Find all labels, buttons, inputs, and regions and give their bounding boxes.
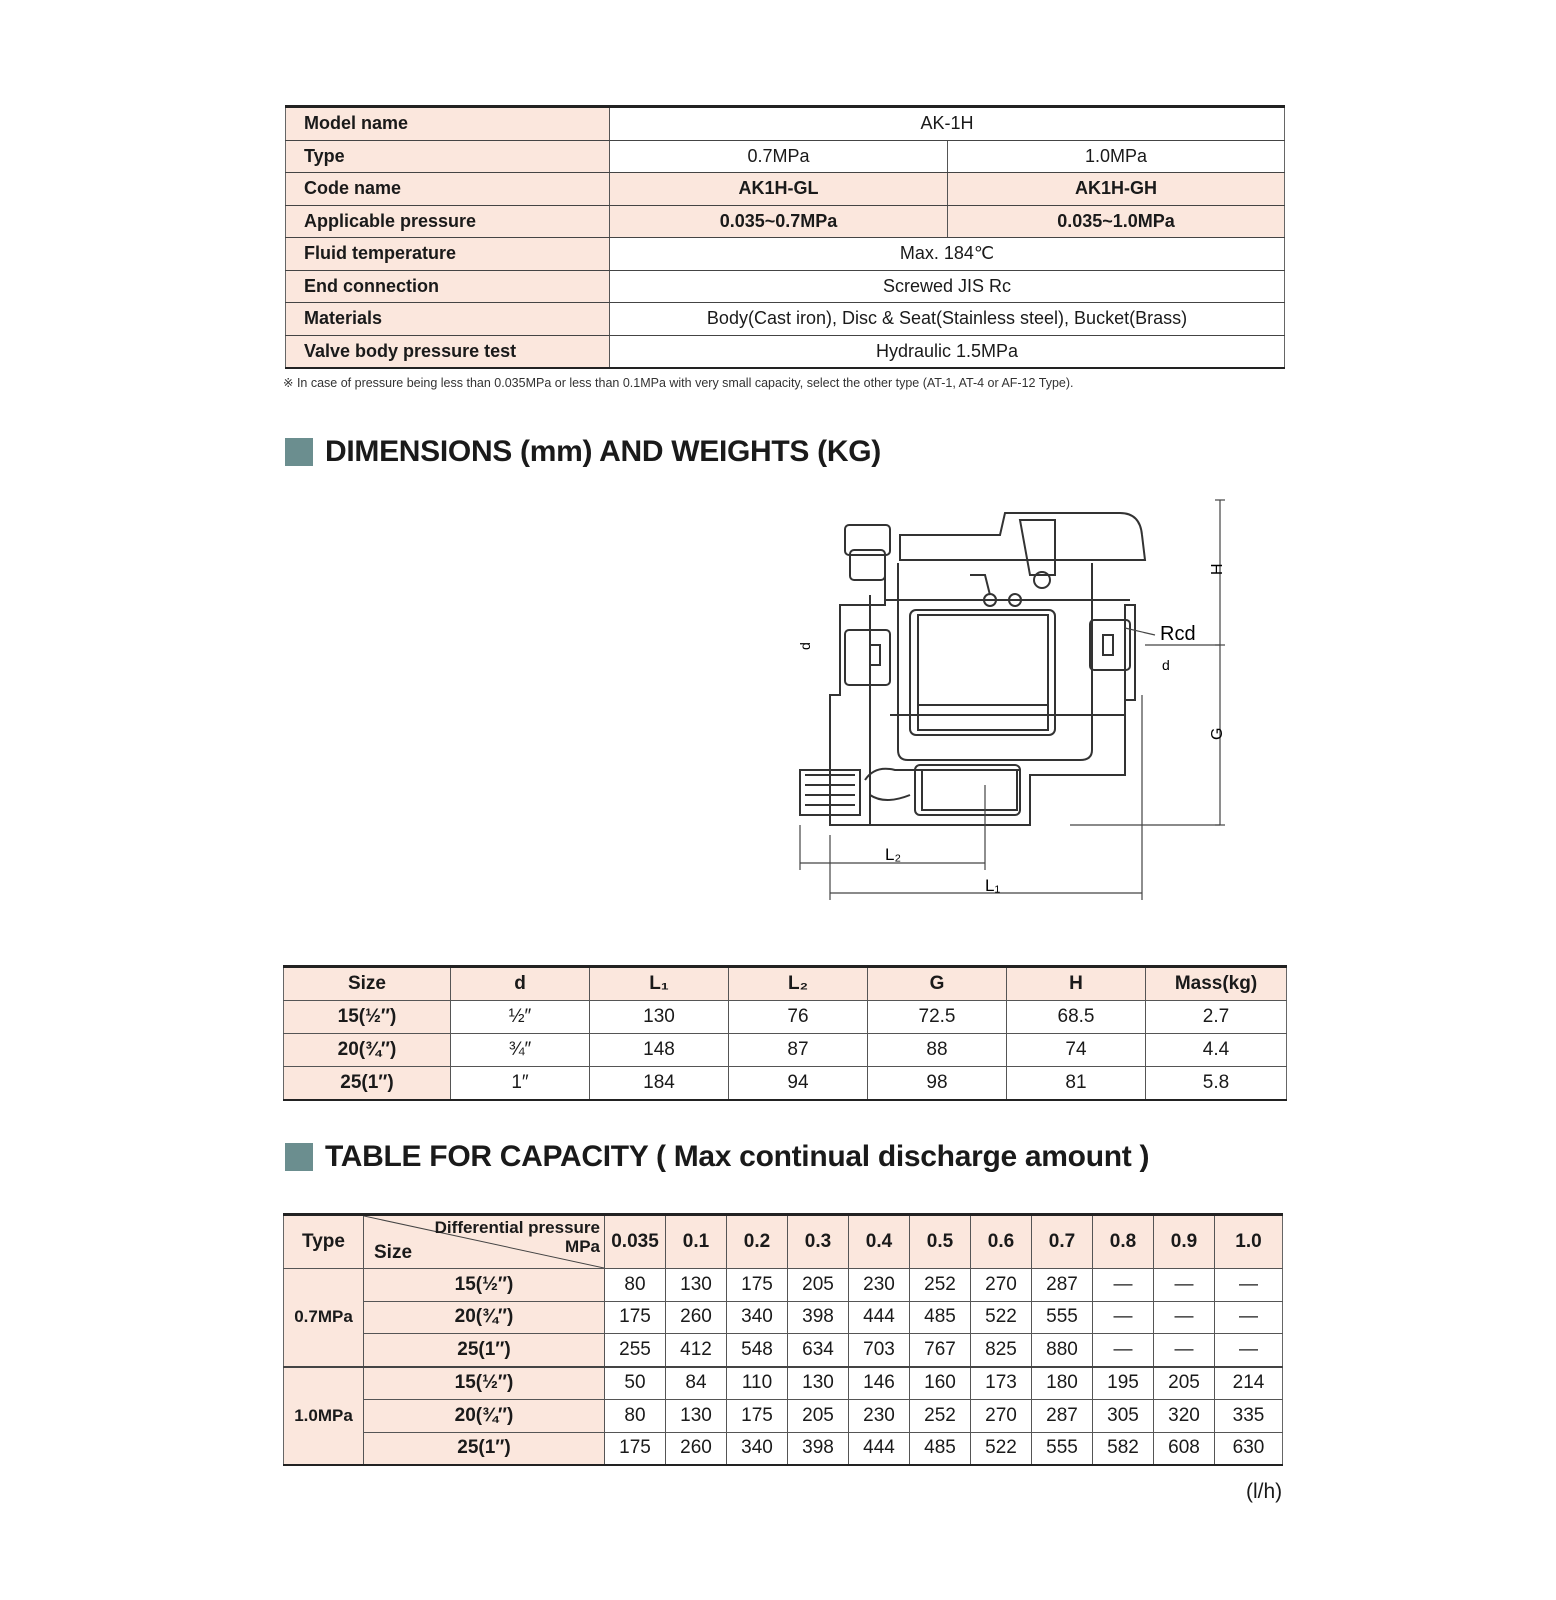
spec-label: Type: [286, 140, 610, 173]
cap-cell: 80: [605, 1269, 666, 1302]
spec-label: Code name: [286, 173, 610, 206]
dim-header-size: Size: [284, 967, 451, 1001]
cap-header-pressure: 0.4: [849, 1215, 910, 1269]
dim-label-h: H: [1209, 563, 1226, 575]
cap-cell: 287: [1032, 1269, 1093, 1302]
spec-value: Hydraulic 1.5MPa: [875, 340, 1019, 361]
cap-cell: 130: [666, 1400, 727, 1433]
dim-label-l1: L₁: [985, 876, 1001, 895]
capacity-heading: [285, 1142, 1149, 1172]
cap-cell: 130: [666, 1269, 727, 1302]
cap-header-pressure: 0.6: [971, 1215, 1032, 1269]
cap-header-type: Type: [284, 1215, 364, 1269]
cap-header-diff-pressure: [435, 1218, 600, 1256]
cap-header-pressure: 0.8: [1093, 1215, 1154, 1269]
cap-cell: 146: [849, 1367, 910, 1400]
cap-cell: 260: [666, 1432, 727, 1465]
cap-header-diagonal: [364, 1215, 605, 1269]
capacity-unit: (l/h): [1246, 1480, 1283, 1503]
cap-cell: 252: [910, 1269, 971, 1302]
cap-cell: 230: [849, 1400, 910, 1433]
cap-cell: 195: [1093, 1367, 1154, 1400]
dim-header-d: d: [451, 967, 590, 1001]
cap-cell: 485: [910, 1432, 971, 1465]
cap-cell-type: 0.7MPa: [284, 1269, 364, 1367]
spec-label: Model name: [286, 107, 610, 141]
capacity-header-row: [284, 1215, 1283, 1269]
cap-header-pressure: 0.3: [788, 1215, 849, 1269]
cap-header-mpa-label: MPa: [565, 1237, 600, 1256]
table-row: [284, 1400, 1283, 1433]
dimensions-heading-text: DIMENSIONS (mm) AND WEIGHTS (KG): [325, 435, 881, 468]
dim-label-d-left: d: [797, 642, 813, 650]
table-row: [284, 1001, 1287, 1034]
dim-cell: 74: [1007, 1034, 1146, 1067]
cap-cell: 398: [788, 1432, 849, 1465]
cap-cell: 175: [605, 1432, 666, 1465]
cap-cell: 555: [1032, 1432, 1093, 1465]
cap-cell-size: 20(¾″): [364, 1400, 605, 1433]
spec-label: Applicable pressure: [286, 205, 610, 238]
cap-cell: —: [1093, 1334, 1154, 1367]
cap-cell: 80: [605, 1400, 666, 1433]
dim-cell: 76: [729, 1001, 868, 1034]
cap-cell: 110: [727, 1367, 788, 1400]
cap-cell: 252: [910, 1400, 971, 1433]
spec-value: 0.035~1.0MPa: [948, 205, 1285, 238]
cap-cell: 175: [605, 1301, 666, 1334]
cap-cell: 412: [666, 1334, 727, 1367]
dim-label-g: G: [1209, 727, 1226, 740]
cap-cell: 270: [971, 1269, 1032, 1302]
spec-row-temperature: [286, 238, 1285, 271]
cap-cell: —: [1215, 1301, 1283, 1334]
spec-row-pressure-test: [286, 335, 1285, 368]
heading-square-icon: [285, 438, 313, 466]
cap-cell: 205: [1154, 1367, 1215, 1400]
table-row: [284, 1301, 1283, 1334]
dim-cell: ¾″: [451, 1034, 590, 1067]
cap-cell: 287: [1032, 1400, 1093, 1433]
spec-table: [285, 105, 1285, 369]
dim-cell: 87: [729, 1034, 868, 1067]
cap-header-pressure: 0.1: [666, 1215, 727, 1269]
spec-label: Valve body pressure test: [286, 335, 610, 368]
cap-cell: 548: [727, 1334, 788, 1367]
cap-cell: 767: [910, 1334, 971, 1367]
table-row: [284, 1334, 1283, 1367]
spec-value: AK-1H: [610, 107, 1285, 141]
cap-cell: 522: [971, 1432, 1032, 1465]
cap-cell: 214: [1215, 1367, 1283, 1400]
capacity-table: [283, 1213, 1283, 1466]
cap-header-diff-pressure-label: Differential pressure: [434, 1218, 600, 1237]
cap-cell: —: [1093, 1269, 1154, 1302]
cap-header-pressure: 0.2: [727, 1215, 788, 1269]
cap-cell: 444: [849, 1432, 910, 1465]
dim-label-rcd: Rcd: [1160, 623, 1196, 645]
dim-header-mass: Mass(kg): [1146, 967, 1287, 1001]
spec-value: Screwed JIS Rc: [610, 270, 1285, 303]
spec-row-type: [286, 140, 1285, 173]
dim-cell: 81: [1007, 1067, 1146, 1101]
cap-header-pressure: 1.0: [1215, 1215, 1283, 1269]
cap-cell: —: [1154, 1301, 1215, 1334]
dim-cell-size: 25(1″): [284, 1067, 451, 1101]
cap-cell: 270: [971, 1400, 1032, 1433]
spec-value: Max. 184℃: [610, 238, 1285, 271]
spec-row-code: [286, 173, 1285, 206]
dim-cell-size: 20(¾″): [284, 1034, 451, 1067]
cap-cell: 630: [1232, 1437, 1265, 1459]
cap-cell: 340: [727, 1432, 788, 1465]
cap-cell: 398: [788, 1301, 849, 1334]
cap-cell: 84: [666, 1367, 727, 1400]
dim-header-l2: L₂: [729, 967, 868, 1001]
dim-label-l2: L₂: [885, 845, 902, 864]
cap-cell: 634: [788, 1334, 849, 1367]
dim-cell: 88: [868, 1034, 1007, 1067]
table-row: [284, 1067, 1287, 1101]
cap-cell: 180: [1032, 1367, 1093, 1400]
cap-cell-size: 15(½″): [364, 1269, 605, 1302]
dim-cell-size: 15(½″): [284, 1001, 451, 1034]
spec-row-pressure: [286, 205, 1285, 238]
cap-cell: 340: [727, 1301, 788, 1334]
cap-cell: —: [1215, 1269, 1283, 1302]
capacity-heading-text: TABLE FOR CAPACITY ( Max continual discharge amount ): [325, 1140, 1150, 1173]
table-row: [284, 1432, 1283, 1465]
dim-cell: 148: [590, 1034, 729, 1067]
cap-cell: 175: [727, 1400, 788, 1433]
cap-cell: 175: [727, 1269, 788, 1302]
cap-cell-size: 20(¾″): [364, 1301, 605, 1334]
cap-cell: 880: [1032, 1334, 1093, 1367]
spec-row-model: [286, 107, 1285, 141]
dim-cell: 1″: [451, 1067, 590, 1101]
cap-cell: 335: [1215, 1400, 1283, 1433]
cap-header-size: Size: [374, 1242, 413, 1263]
cap-header-pressure: 0.035: [605, 1215, 666, 1269]
cap-cell: 50: [605, 1367, 666, 1400]
table-row: [284, 1269, 1283, 1302]
dimensions-header-row: [284, 967, 1287, 1001]
cap-cell: —: [1154, 1334, 1215, 1367]
cap-header-pressure: 0.7: [1032, 1215, 1093, 1269]
cap-cell-size: 15(½″): [364, 1367, 605, 1400]
spec-footnote: ※ In case of pressure being less than 0.035MPa or less than 0.1MPa with very small capacity, select the other type (AT-1, AT-4 or AF-12 Type).: [283, 376, 1074, 390]
cap-cell: 130: [788, 1367, 849, 1400]
dim-cell: 2.7: [1146, 1001, 1287, 1034]
cap-cell: —: [1154, 1269, 1215, 1302]
cap-cell-size: 25(1″): [364, 1334, 605, 1367]
cap-cell: 173: [971, 1367, 1032, 1400]
cap-cell: 260: [666, 1301, 727, 1334]
spec-row-materials: [286, 303, 1285, 336]
dim-cell: 68.5: [1007, 1001, 1146, 1034]
dim-cell: 98: [868, 1067, 1007, 1101]
heading-square-icon: [285, 1143, 313, 1171]
spec-value: Body(Cast iron), Disc & Seat(Stainless steel), Bucket(Brass): [610, 303, 1285, 336]
spec-value: 0.035~0.7MPa: [610, 205, 948, 238]
cap-cell: 205: [788, 1400, 849, 1433]
table-row: [284, 1367, 1283, 1400]
dim-cell: ½″: [451, 1001, 590, 1034]
cap-cell: 255: [605, 1334, 666, 1367]
spec-value: AK1H-GL: [610, 173, 948, 206]
cap-cell: 703: [849, 1334, 910, 1367]
spec-label: Fluid temperature: [286, 238, 610, 271]
spec-value: 0.7MPa: [610, 140, 948, 173]
steam-trap-drawing: [790, 495, 1290, 925]
cap-cell: 608: [1154, 1432, 1215, 1465]
cap-cell: —: [1215, 1334, 1283, 1367]
cap-cell: 825: [971, 1334, 1032, 1367]
cap-cell: 320: [1154, 1400, 1215, 1433]
cap-cell: 305: [1093, 1400, 1154, 1433]
dim-cell: 72.5: [868, 1001, 1007, 1034]
cap-cell-size: 25(1″): [364, 1432, 605, 1465]
cap-cell-type: 1.0MPa: [284, 1367, 364, 1466]
cap-cell: 160: [910, 1367, 971, 1400]
dim-header-l1: L₁: [590, 967, 729, 1001]
cap-cell: 444: [849, 1301, 910, 1334]
cap-header-pressure: 0.9: [1154, 1215, 1215, 1269]
spec-label: Materials: [286, 303, 610, 336]
dim-header-h: H: [1007, 967, 1146, 1001]
dim-cell: 130: [590, 1001, 729, 1034]
dimensions-heading: [285, 437, 881, 467]
dimensions-table: [283, 965, 1287, 1101]
cap-cell: —: [1093, 1301, 1154, 1334]
cap-cell: 582: [1093, 1432, 1154, 1465]
spec-label: End connection: [286, 270, 610, 303]
spec-value: 1.0MPa: [948, 140, 1285, 173]
cap-header-pressure: 0.5: [910, 1215, 971, 1269]
spec-value: AK1H-GH: [948, 173, 1285, 206]
dim-header-g: G: [868, 967, 1007, 1001]
spec-row-end-connection: [286, 270, 1285, 303]
cap-cell: 485: [910, 1301, 971, 1334]
cap-cell: 205: [788, 1269, 849, 1302]
dim-cell: 184: [590, 1067, 729, 1101]
dim-cell: 94: [729, 1067, 868, 1101]
table-row: [284, 1034, 1287, 1067]
cap-cell: 522: [971, 1301, 1032, 1334]
cap-cell: 555: [1032, 1301, 1093, 1334]
capacity-body: [284, 1269, 1283, 1466]
dim-cell: 4.4: [1146, 1034, 1287, 1067]
cap-cell: 230: [849, 1269, 910, 1302]
dim-cell: 5.8: [1202, 1072, 1230, 1093]
dim-label-d-right: d: [1162, 657, 1170, 673]
